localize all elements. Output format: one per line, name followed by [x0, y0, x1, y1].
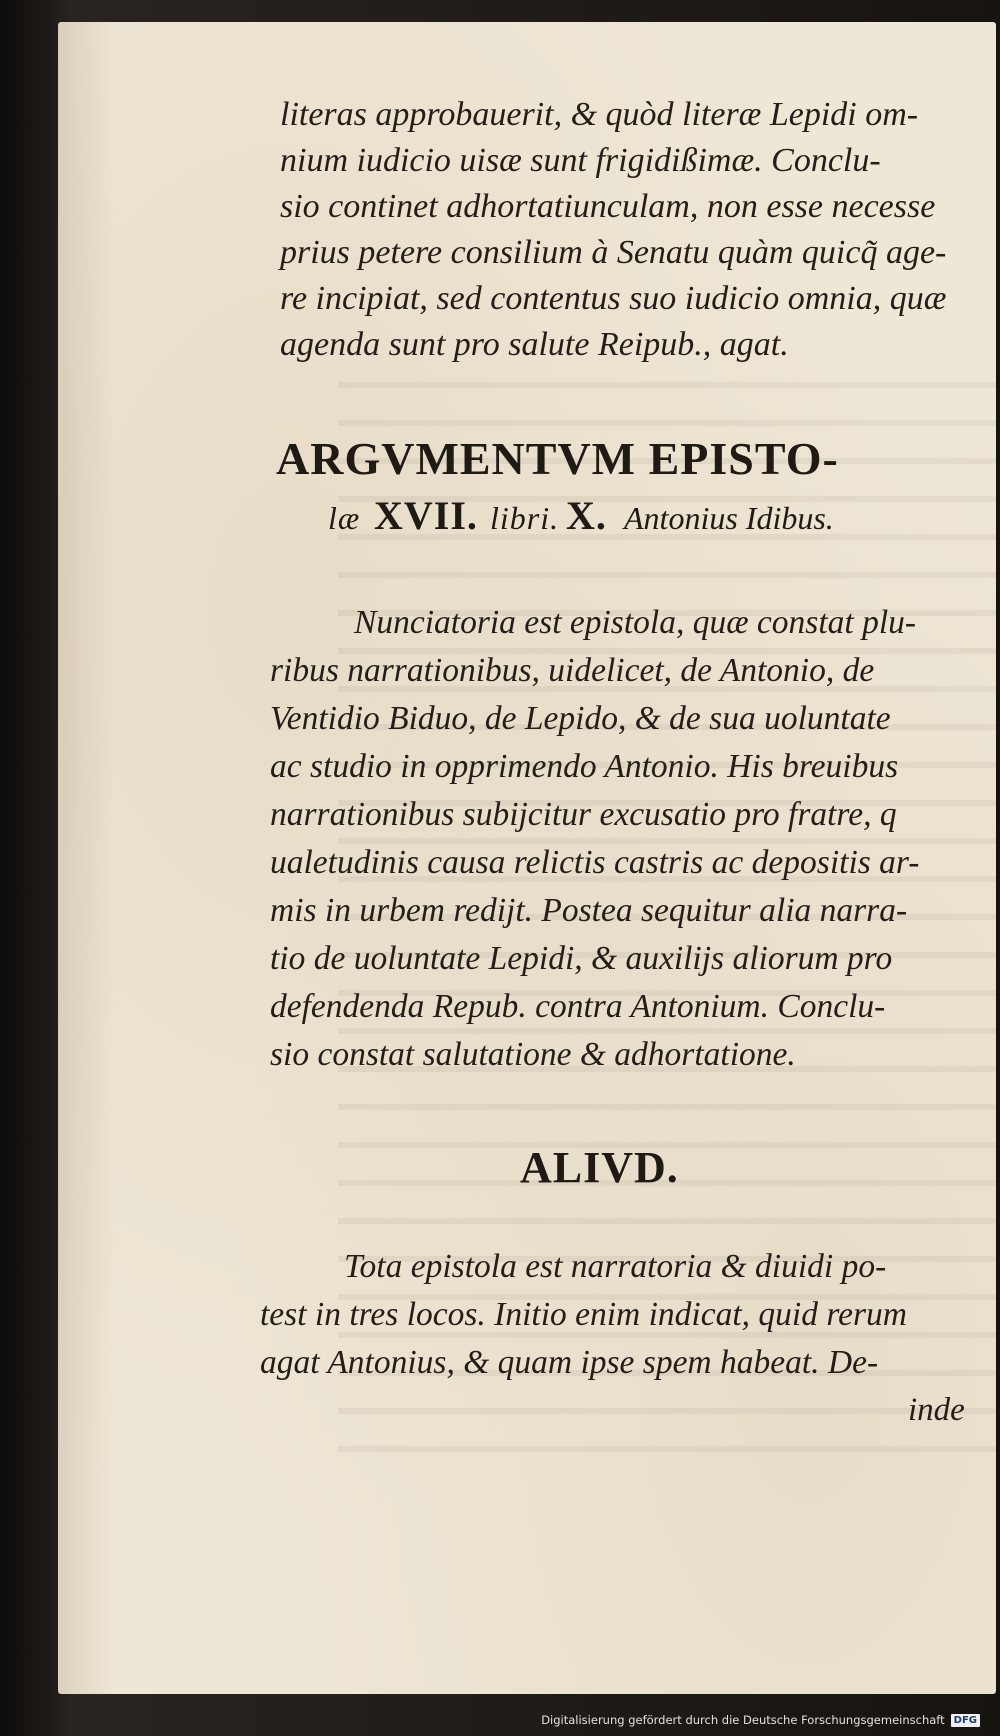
text-line: ribus narrationibus, uidelicet, de Antonio, de [270, 652, 875, 689]
book-page [58, 22, 996, 1694]
text-line: test in tres locos. Initio enim indicat, quid rerum [260, 1296, 907, 1333]
text-line: defendenda Repub. contra Antonium. Conclu- [270, 988, 886, 1025]
text-line: mis in urbem redijt. Postea sequitur alia narra- [270, 892, 908, 929]
credit-text: Digitalisierung gefördert durch die Deutsche Forschungsgemeinschaft [541, 1713, 945, 1727]
text-line: narrationibus subijcitur excusatio pro fratre, q [270, 796, 897, 833]
digitization-credit [541, 1708, 980, 1732]
text-line: ualetudinis causa relictis castris ac depositis ar- [270, 844, 920, 881]
text-line: prius petere consilium à Senatu quàm quicq̃ age- [280, 234, 947, 271]
text-line: agat Antonius, & quam ipse spem habeat. De- [260, 1344, 879, 1381]
heading-line-2-number: XVII. [374, 493, 478, 538]
heading-line-2-tail: Antonius Idibus. [624, 500, 834, 536]
text-line: tio de uoluntate Lepidi, & auxilijs aliorum pro [270, 940, 893, 977]
catchword: inde [908, 1392, 965, 1428]
text-line: Tota epistola est narratoria & diuidi po- [344, 1248, 887, 1285]
section-heading: ALIVD. [520, 1143, 679, 1192]
dfg-logo: DFG [951, 1714, 980, 1727]
heading-line-2-lead: læ [328, 500, 361, 536]
text-line: Nunciatoria est epistola, quæ constat plu- [354, 604, 917, 641]
text-line: ac studio in opprimendo Antonio. His breuibus [270, 748, 899, 785]
text-line: Ventidio Biduo, de Lepido, & de sua uoluntate [270, 700, 891, 737]
text-line: literas approbauerit, & quòd literæ Lepidi om- [280, 96, 919, 133]
text-line: nium iudicio uisæ sunt frigidißimæ. Conclu- [280, 142, 881, 179]
text-line: sio constat salutatione & adhortatione. [270, 1036, 796, 1073]
text-line: agenda sunt pro salute Reipub., agat. [280, 326, 789, 363]
heading-line-2-libri: libri. [490, 500, 560, 536]
text-line: sio continet adhortatiunculam, non esse necesse [280, 188, 936, 225]
heading-line-1: ARGVMENTVM EPISTO- [276, 433, 839, 484]
heading-line-2-book: X. [566, 493, 607, 538]
text-line: re incipiat, sed contentus suo iudicio omnia, quæ [280, 280, 947, 317]
